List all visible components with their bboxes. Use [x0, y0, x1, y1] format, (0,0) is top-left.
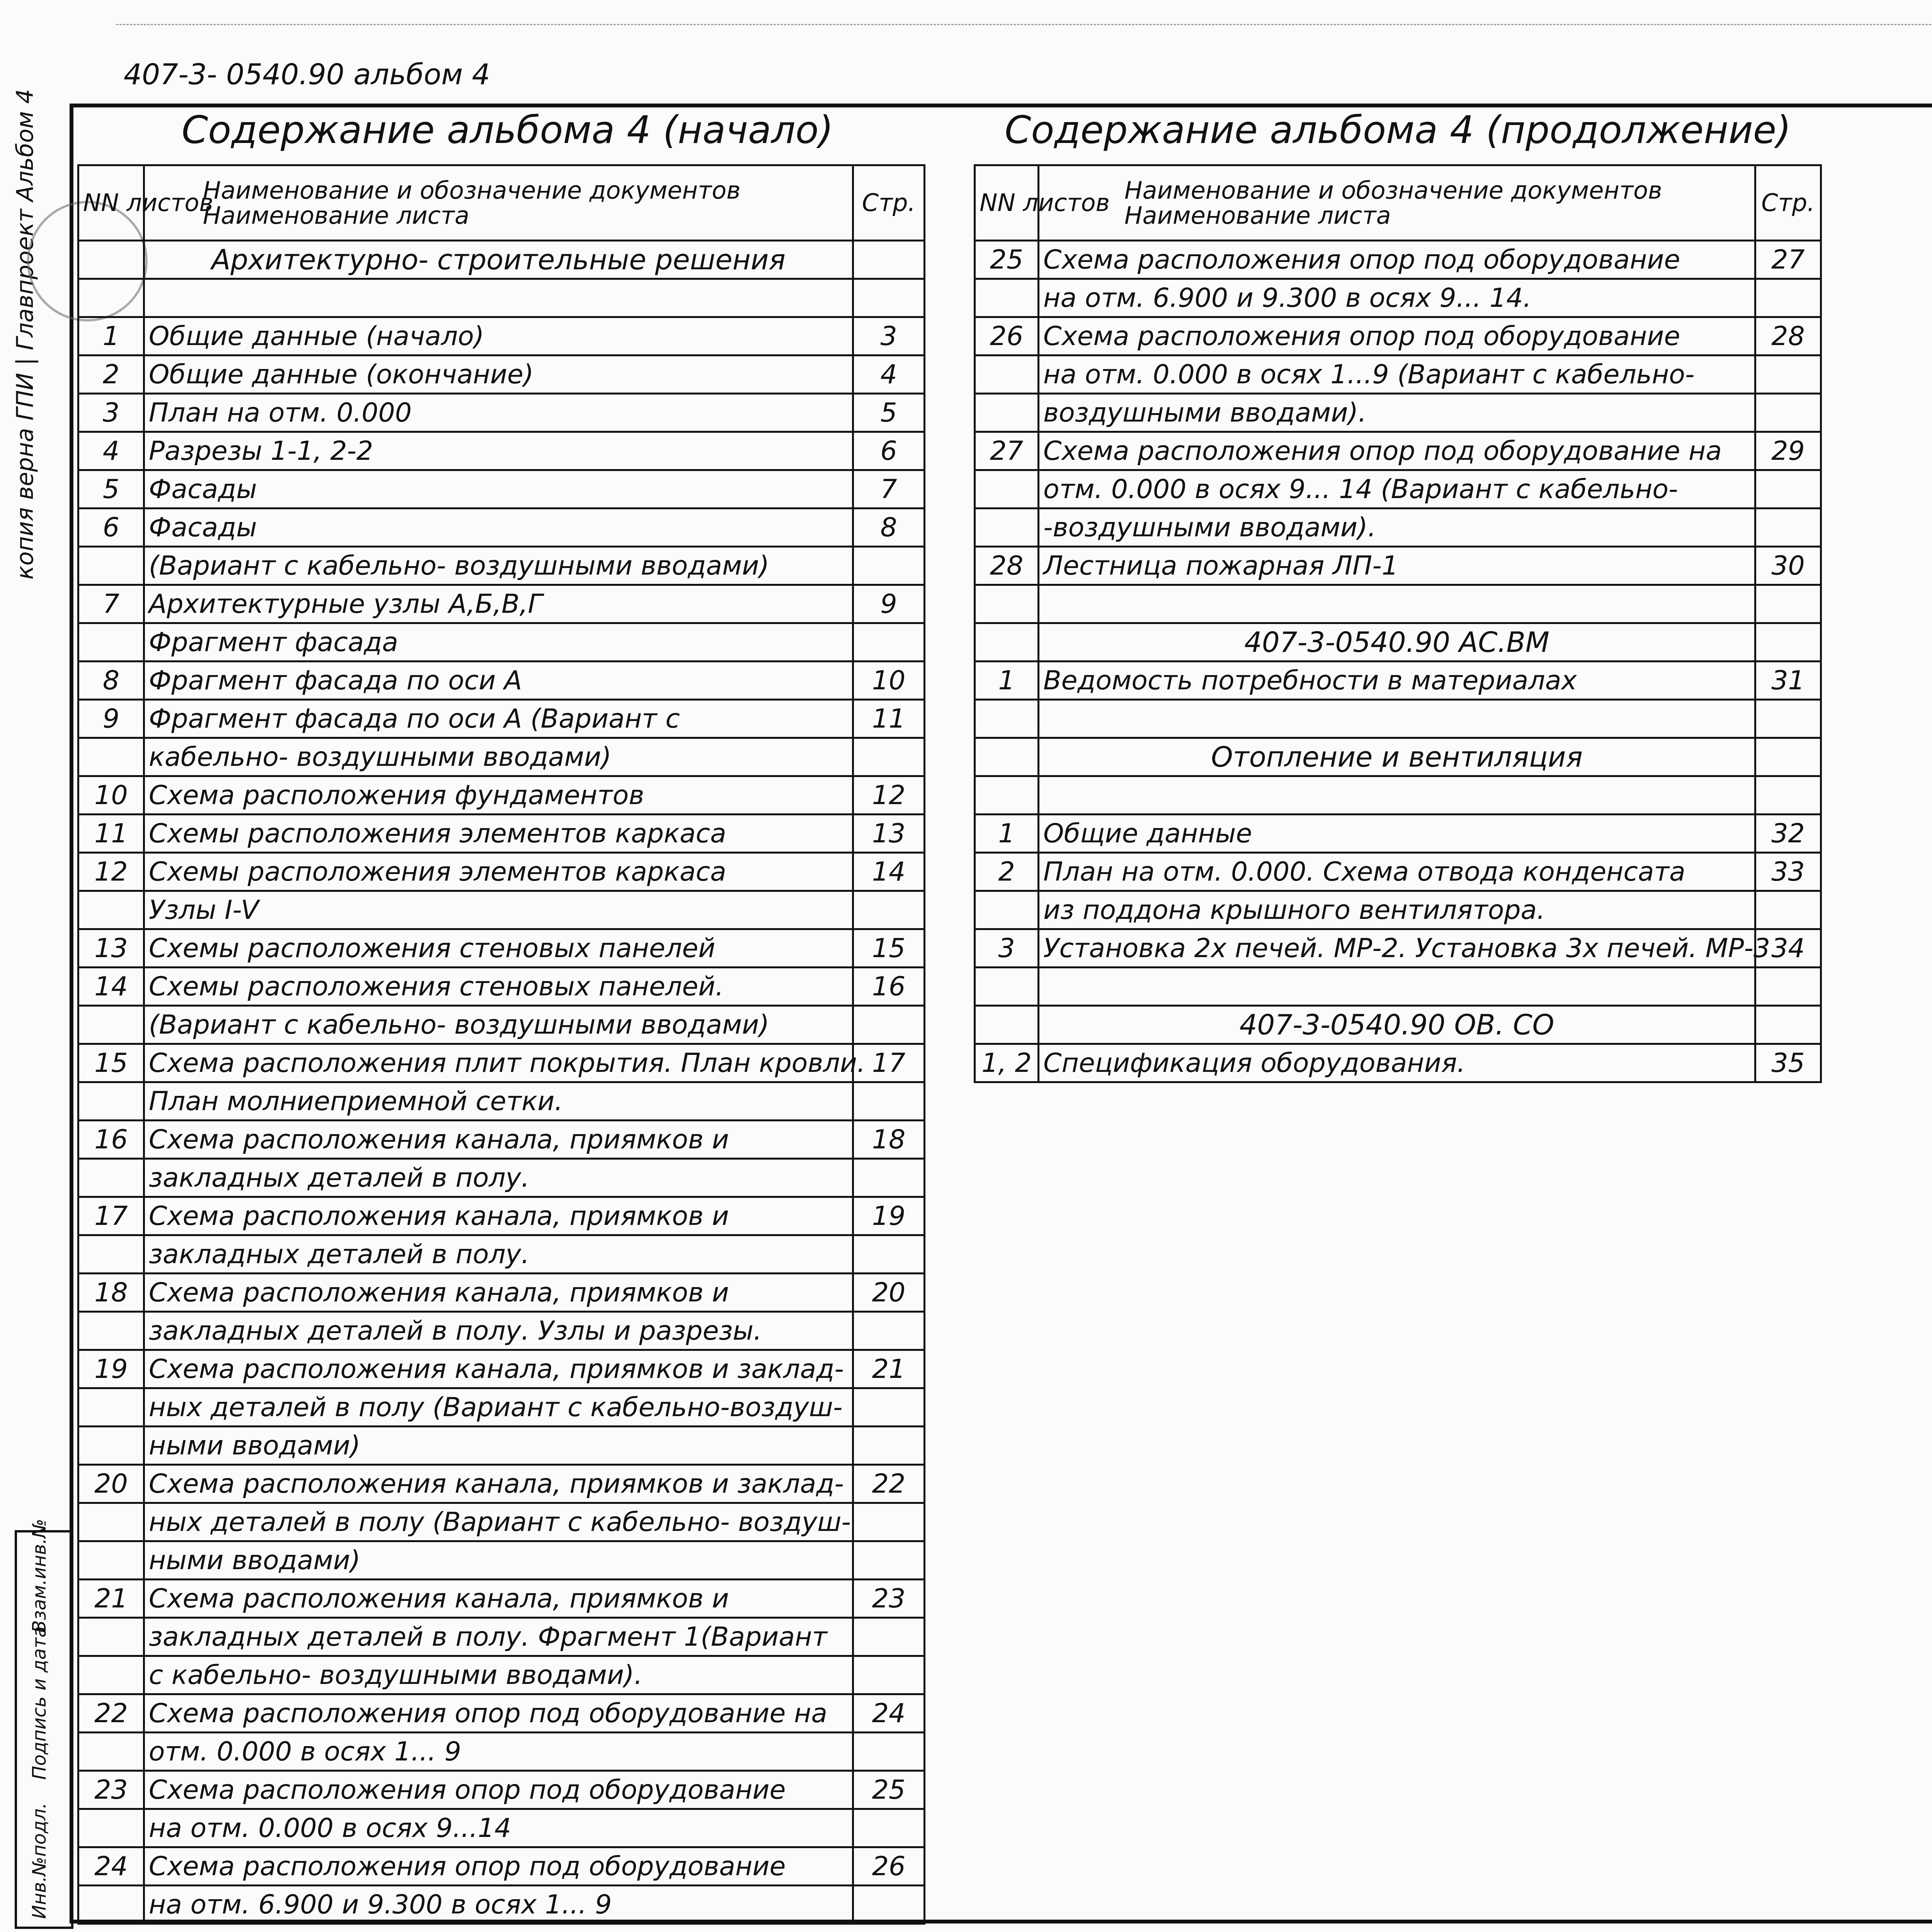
page-cell: [853, 1082, 925, 1121]
document-name-cell: Схема расположения опор под оборудование: [1039, 241, 1755, 279]
document-name-cell: воздушными вводами).: [1039, 394, 1755, 432]
table-row: [975, 700, 1821, 738]
table-row: [78, 1618, 925, 1656]
document-name-cell: Фрагмент фасада по оси А: [144, 662, 853, 700]
sheet-no-cell: 1, 2: [975, 1044, 1039, 1082]
sheet-no-cell: [78, 623, 144, 662]
sheet-no-cell: [975, 355, 1039, 394]
sheet-no-cell: 19: [78, 1350, 144, 1388]
page-cell: [853, 1159, 925, 1197]
stamp-inv-no: Инв.№подл.: [29, 1803, 50, 1919]
table-row: [975, 317, 1821, 355]
page-cell: 18: [853, 1121, 925, 1159]
table-row: [78, 1197, 925, 1235]
page-cell: 27: [1755, 241, 1821, 279]
page-cell: 16: [853, 968, 925, 1006]
table-row: [975, 929, 1821, 968]
document-name-cell: Фасады: [144, 470, 853, 509]
sheet-no-cell: [975, 470, 1039, 509]
header-sheet-no: NN листов: [975, 165, 1039, 241]
document-name-cell: Фрагмент фасада: [144, 623, 853, 662]
page-cell: 14: [853, 853, 925, 891]
page-cell: [853, 623, 925, 662]
document-name-cell: на отм. 6.900 и 9.300 в осях 1... 9: [144, 1886, 853, 1924]
right-contents-table: [974, 164, 1822, 1083]
table-row: [78, 1388, 925, 1427]
table-row: [78, 585, 925, 623]
table-row: [78, 968, 925, 1006]
table-row: [975, 853, 1821, 891]
page-cell: 11: [853, 700, 925, 738]
table-row: [78, 1809, 925, 1847]
table-row: [78, 394, 925, 432]
approval-stamp-column: [15, 1519, 73, 1929]
section-row: [78, 241, 925, 279]
sheet-no-cell: [975, 279, 1039, 317]
page-cell: [853, 1503, 925, 1541]
sheet-no-cell: [78, 1618, 144, 1656]
header-document-code: 407-3- 0540.90 альбом 4: [124, 58, 490, 91]
sheet-no-cell: 22: [78, 1694, 144, 1733]
page-cell: [853, 1427, 925, 1465]
page-cell: [1755, 355, 1821, 394]
table-row: [975, 241, 1821, 279]
sheet-no-cell: 12: [78, 853, 144, 891]
table-row: [975, 738, 1821, 776]
page-cell: [1755, 700, 1821, 738]
sheet-no-cell: 28: [975, 547, 1039, 585]
sheet-no-cell: [78, 547, 144, 585]
table-row: [975, 1006, 1821, 1044]
page-cell: 34: [1755, 929, 1821, 968]
sheet-no-cell: 4: [78, 432, 144, 470]
page-cell: [853, 1809, 925, 1847]
page-cell: [853, 547, 925, 585]
table-row: [975, 968, 1821, 1006]
sheet-no-cell: [78, 279, 144, 317]
sheet-no-cell: 13: [78, 929, 144, 968]
table-row: [975, 432, 1821, 470]
document-name-cell: Схема расположения опор под оборудование: [144, 1771, 853, 1809]
table-row: [975, 585, 1821, 623]
page-cell: [853, 1733, 925, 1771]
table-row: [975, 394, 1821, 432]
table-row: [78, 1350, 925, 1388]
page-cell: 8: [853, 509, 925, 547]
page-cell: 7: [853, 470, 925, 509]
table-row: [975, 891, 1821, 929]
document-name-cell: Схема расположения канала, приямков и: [144, 1580, 853, 1618]
table-row: [78, 1465, 925, 1503]
page-cell: 21: [853, 1350, 925, 1388]
document-name-cell: Узлы I-V: [144, 891, 853, 929]
document-name-cell: отм. 0.000 в осях 9... 14 (Вариант с кабельно-: [1039, 470, 1755, 509]
sheet-no-cell: 1: [975, 662, 1039, 700]
document-name-cell: Схема расположения канала, приямков и заклад-: [144, 1465, 853, 1503]
table-row: [78, 1886, 925, 1924]
document-name-cell: 407-3-0540.90 АС.ВМ: [1039, 623, 1755, 662]
table-row: [975, 355, 1821, 394]
sheet-no-cell: [975, 1006, 1039, 1044]
side-label: копия верна ГПИ | Главпроект Альбом 4: [12, 89, 39, 580]
header-page: Стр.: [853, 165, 925, 241]
document-name-cell: [1039, 700, 1755, 738]
sheet-no-cell: [78, 1886, 144, 1924]
document-name-cell: Спецификация оборудования.: [1039, 1044, 1755, 1082]
document-name-cell: Лестница пожарная ЛП-1: [1039, 547, 1755, 585]
document-name-cell: Схема расположения фундаментов: [144, 776, 853, 815]
sheet-no-cell: 21: [78, 1580, 144, 1618]
page-cell: [1755, 509, 1821, 547]
document-name-cell: Схема расположения канала, приямков и: [144, 1197, 853, 1235]
sheet-no-cell: 15: [78, 1044, 144, 1082]
table-row: [78, 738, 925, 776]
page-cell: 29: [1755, 432, 1821, 470]
sheet-no-cell: [975, 700, 1039, 738]
document-name-cell: на отм. 6.900 и 9.300 в осях 9... 14.: [1039, 279, 1755, 317]
table-row: [78, 1006, 925, 1044]
left-table-body: [78, 241, 925, 1924]
page-cell: 35: [1755, 1044, 1821, 1082]
document-name-cell: Архитектурные узлы А,Б,В,Г: [144, 585, 853, 623]
sheet-no-cell: [78, 738, 144, 776]
document-name-cell: Схемы расположения элементов каркаса: [144, 853, 853, 891]
right-table-body: [975, 241, 1821, 1082]
sheet-no-cell: 2: [975, 853, 1039, 891]
page-cell: 22: [853, 1465, 925, 1503]
page-cell: [1755, 279, 1821, 317]
sheet-no-cell: 23: [78, 1771, 144, 1809]
table-row: [975, 279, 1821, 317]
page-cell: 25: [853, 1771, 925, 1809]
header-sheet-no: NN листов: [78, 165, 144, 241]
table-row: [78, 1694, 925, 1733]
sheet-no-cell: [78, 1388, 144, 1427]
document-name-cell: закладных деталей в полу. Узлы и разрезы.: [144, 1312, 853, 1350]
sheet-no-cell: 27: [975, 432, 1039, 470]
table-row: [78, 355, 925, 394]
sheet-no-cell: 16: [78, 1121, 144, 1159]
table-row: [78, 432, 925, 470]
document-name-cell: Ведомость потребности в материалах: [1039, 662, 1755, 700]
sheet-no-cell: 25: [975, 241, 1039, 279]
sheet-no-cell: 14: [78, 968, 144, 1006]
page-cell: 24: [853, 1694, 925, 1733]
document-name-cell: на отм. 0.000 в осях 9...14: [144, 1809, 853, 1847]
table-row: [78, 1656, 925, 1694]
sheet-no-cell: 20: [78, 1465, 144, 1503]
sheet-no-cell: [975, 968, 1039, 1006]
document-name-cell: закладных деталей в полу. Фрагмент 1(Вариант: [144, 1618, 853, 1656]
document-name-cell: Схемы расположения элементов каркаса: [144, 815, 853, 853]
page-cell: 31: [1755, 662, 1821, 700]
document-name-cell: ными вводами): [144, 1541, 853, 1580]
document-name-cell: из поддона крышного вентилятора.: [1039, 891, 1755, 929]
table-row: [975, 623, 1821, 662]
page-cell: 20: [853, 1274, 925, 1312]
sheet-no-cell: [78, 1809, 144, 1847]
page-cell: [853, 1656, 925, 1694]
table-row: [78, 853, 925, 891]
header-document-name: Наименование и обозначение документов Наименование листа: [1039, 165, 1755, 241]
document-name-cell: -воздушными вводами).: [1039, 509, 1755, 547]
table-row: [78, 1733, 925, 1771]
sheet-no-cell: 24: [78, 1847, 144, 1886]
document-name-cell: закладных деталей в полу.: [144, 1159, 853, 1197]
page-cell: 23: [853, 1580, 925, 1618]
document-name-cell: Схема расположения канала, приямков и: [144, 1121, 853, 1159]
document-name-cell: Разрезы 1-1, 2-2: [144, 432, 853, 470]
sheet-no-cell: 2: [78, 355, 144, 394]
table-row: [78, 279, 925, 317]
page-cell: [853, 1235, 925, 1274]
page-cell: [853, 738, 925, 776]
document-name-cell: Схема расположения опор под оборудование на: [1039, 432, 1755, 470]
table-row: [78, 1771, 925, 1809]
page-cell: 4: [853, 355, 925, 394]
page-cell: [1755, 1006, 1821, 1044]
table-row: [78, 1312, 925, 1350]
sheet-no-cell: [78, 1733, 144, 1771]
page-cell: [853, 891, 925, 929]
table-row: [78, 509, 925, 547]
document-name-cell: Фрагмент фасада по оси А (Вариант с: [144, 700, 853, 738]
sheet-no-cell: [975, 509, 1039, 547]
page-cell: 10: [853, 662, 925, 700]
sheet-no-cell: [975, 585, 1039, 623]
sheet-no-cell: [975, 394, 1039, 432]
left-contents-table: [77, 164, 925, 1925]
document-name-cell: Общие данные (окончание): [144, 355, 853, 394]
table-row: [78, 1121, 925, 1159]
page-cell: [853, 1388, 925, 1427]
table-row: [78, 1847, 925, 1886]
page-cell: 28: [1755, 317, 1821, 355]
sheet-no-cell: [78, 1541, 144, 1580]
sheet-no-cell: [975, 623, 1039, 662]
sheet-no-cell: [78, 1312, 144, 1350]
sheet-no-cell: [78, 1235, 144, 1274]
table-header-row: [975, 165, 1821, 241]
page-cell: [1755, 585, 1821, 623]
sheet-no-cell: 18: [78, 1274, 144, 1312]
table-row: [78, 815, 925, 853]
header-page: Стр.: [1755, 165, 1821, 241]
sheet-no-cell: [975, 738, 1039, 776]
scan-noise-line: [116, 24, 1932, 25]
sheet-no-cell: 8: [78, 662, 144, 700]
document-name-cell: Схема расположения плит покрытия. План кровли.: [144, 1044, 853, 1082]
sheet-no-cell: 6: [78, 509, 144, 547]
document-name-cell: Общие данные (начало): [144, 317, 853, 355]
table-row: [78, 1235, 925, 1274]
page-cell: [1755, 394, 1821, 432]
table-row: [975, 815, 1821, 853]
sheet-no-cell: 9: [78, 700, 144, 738]
table-row: [975, 470, 1821, 509]
page-cell: [853, 1618, 925, 1656]
page-cell: 33: [1755, 853, 1821, 891]
table-header-row: [78, 165, 925, 241]
page-cell: [853, 1312, 925, 1350]
document-name-cell: ными вводами): [144, 1427, 853, 1465]
table-row: [78, 470, 925, 509]
table-row: [975, 547, 1821, 585]
stamp-replaced-inv: Взам.инв.№: [29, 1519, 50, 1633]
sheet-no-cell: [975, 891, 1039, 929]
document-name-cell: Фасады: [144, 509, 853, 547]
table-row: [78, 1503, 925, 1541]
document-name-cell: Схема расположения канала, приямков и: [144, 1274, 853, 1312]
sheet-no-cell: 5: [78, 470, 144, 509]
table-row: [78, 891, 925, 929]
table-row: [975, 662, 1821, 700]
header-document-name: Наименование и обозначение документов Наименование листа: [144, 165, 853, 241]
sheet-no-cell: [975, 776, 1039, 815]
document-name-cell: (Вариант с кабельно- воздушными вводами): [144, 547, 853, 585]
page-cell: 6: [853, 432, 925, 470]
table-row: [78, 317, 925, 355]
document-name-cell: [1039, 776, 1755, 815]
table-row: [78, 662, 925, 700]
table-row: [975, 1044, 1821, 1082]
document-name-cell: кабельно- воздушными вводами): [144, 738, 853, 776]
document-name-cell: 407-3-0540.90 ОВ. СО: [1039, 1006, 1755, 1044]
table-row: [78, 1427, 925, 1465]
document-name-cell: План на отм. 0.000. Схема отвода конденсата: [1039, 853, 1755, 891]
sheet-no-cell: 1: [78, 317, 144, 355]
document-name-cell: Схемы расположения стеновых панелей: [144, 929, 853, 968]
page-cell: [1755, 891, 1821, 929]
right-table-title: Содержание альбома 4 (продолжение): [1005, 108, 1791, 152]
page-cell: [853, 279, 925, 317]
document-name-cell: отм. 0.000 в осях 1... 9: [144, 1733, 853, 1771]
table-row: [78, 547, 925, 585]
page-cell: [1755, 623, 1821, 662]
table-row: [78, 1580, 925, 1618]
table-row: [78, 1541, 925, 1580]
document-name-cell: Отопление и вентиляция: [1039, 738, 1755, 776]
section-title: Архитектурно- строительные решения: [144, 241, 853, 279]
sheet-no-cell: 3: [975, 929, 1039, 968]
table-row: [975, 509, 1821, 547]
left-table-title: Содержание альбома 4 (начало): [182, 108, 833, 152]
document-name-cell: (Вариант с кабельно- воздушными вводами): [144, 1006, 853, 1044]
page-cell: 15: [853, 929, 925, 968]
sheet-no-cell: [78, 1427, 144, 1465]
document-name-cell: Общие данные: [1039, 815, 1755, 853]
document-name-cell: с кабельно- воздушными вводами).: [144, 1656, 853, 1694]
sheet-no-cell: [78, 891, 144, 929]
table-row: [78, 929, 925, 968]
table-row: [975, 776, 1821, 815]
document-name-cell: закладных деталей в полу.: [144, 1235, 853, 1274]
sheet-no-cell: 26: [975, 317, 1039, 355]
page-cell: [853, 1886, 925, 1924]
document-name-cell: План на отм. 0.000: [144, 394, 853, 432]
document-name-cell: Установка 2х печей. МР-2. Установка 3х печей. МР-3: [1039, 929, 1755, 968]
page-cell: 5: [853, 394, 925, 432]
sheet-no-cell: [78, 1503, 144, 1541]
stamp-signature-date: Подпись и дата: [29, 1626, 50, 1780]
sheet-no-cell: 17: [78, 1197, 144, 1235]
page-cell: 17: [853, 1044, 925, 1082]
document-name-cell: [144, 279, 853, 317]
sheet-no-cell: 3: [78, 394, 144, 432]
document-name-cell: ных деталей в полу (Вариант с кабельно- воздуш-: [144, 1503, 853, 1541]
table-row: [78, 776, 925, 815]
document-name-cell: Схема расположения канала, приямков и заклад-: [144, 1350, 853, 1388]
page-cell: [853, 1006, 925, 1044]
page-cell: [853, 1541, 925, 1580]
document-name-cell: Схемы расположения стеновых панелей.: [144, 968, 853, 1006]
document-name-cell: на отм. 0.000 в осях 1...9 (Вариант с кабельно-: [1039, 355, 1755, 394]
document-name-cell: [1039, 968, 1755, 1006]
sheet-no-cell: 1: [975, 815, 1039, 853]
sheet-no-cell: 7: [78, 585, 144, 623]
table-row: [78, 1159, 925, 1197]
page-cell: 9: [853, 585, 925, 623]
table-row: [78, 1082, 925, 1121]
sheet-no-cell: [78, 1656, 144, 1694]
table-row: [78, 1274, 925, 1312]
page-cell: 19: [853, 1197, 925, 1235]
table-row: [78, 1044, 925, 1082]
page-cell: 30: [1755, 547, 1821, 585]
page-cell: [1755, 470, 1821, 509]
sheet-no-cell: [78, 1159, 144, 1197]
page-cell: 32: [1755, 815, 1821, 853]
sheet-no-cell: 10: [78, 776, 144, 815]
sheet-no-cell: [78, 1006, 144, 1044]
page-cell: 13: [853, 815, 925, 853]
document-name-cell: ных деталей в полу (Вариант с кабельно-воздуш-: [144, 1388, 853, 1427]
document-name-cell: План молниеприемной сетки.: [144, 1082, 853, 1121]
page-cell: [1755, 968, 1821, 1006]
sheet-no-cell: 11: [78, 815, 144, 853]
table-row: [78, 700, 925, 738]
page-cell: [1755, 776, 1821, 815]
document-name-cell: Схема расположения опор под оборудование на: [144, 1694, 853, 1733]
page-cell: 3: [853, 317, 925, 355]
sheet-no-cell: [78, 1082, 144, 1121]
page-cell: [1755, 738, 1821, 776]
page-cell: 12: [853, 776, 925, 815]
page-cell: 26: [853, 1847, 925, 1886]
document-name-cell: [1039, 585, 1755, 623]
table-row: [78, 623, 925, 662]
document-name-cell: Схема расположения опор под оборудование: [144, 1847, 853, 1886]
document-name-cell: Схема расположения опор под оборудование: [1039, 317, 1755, 355]
